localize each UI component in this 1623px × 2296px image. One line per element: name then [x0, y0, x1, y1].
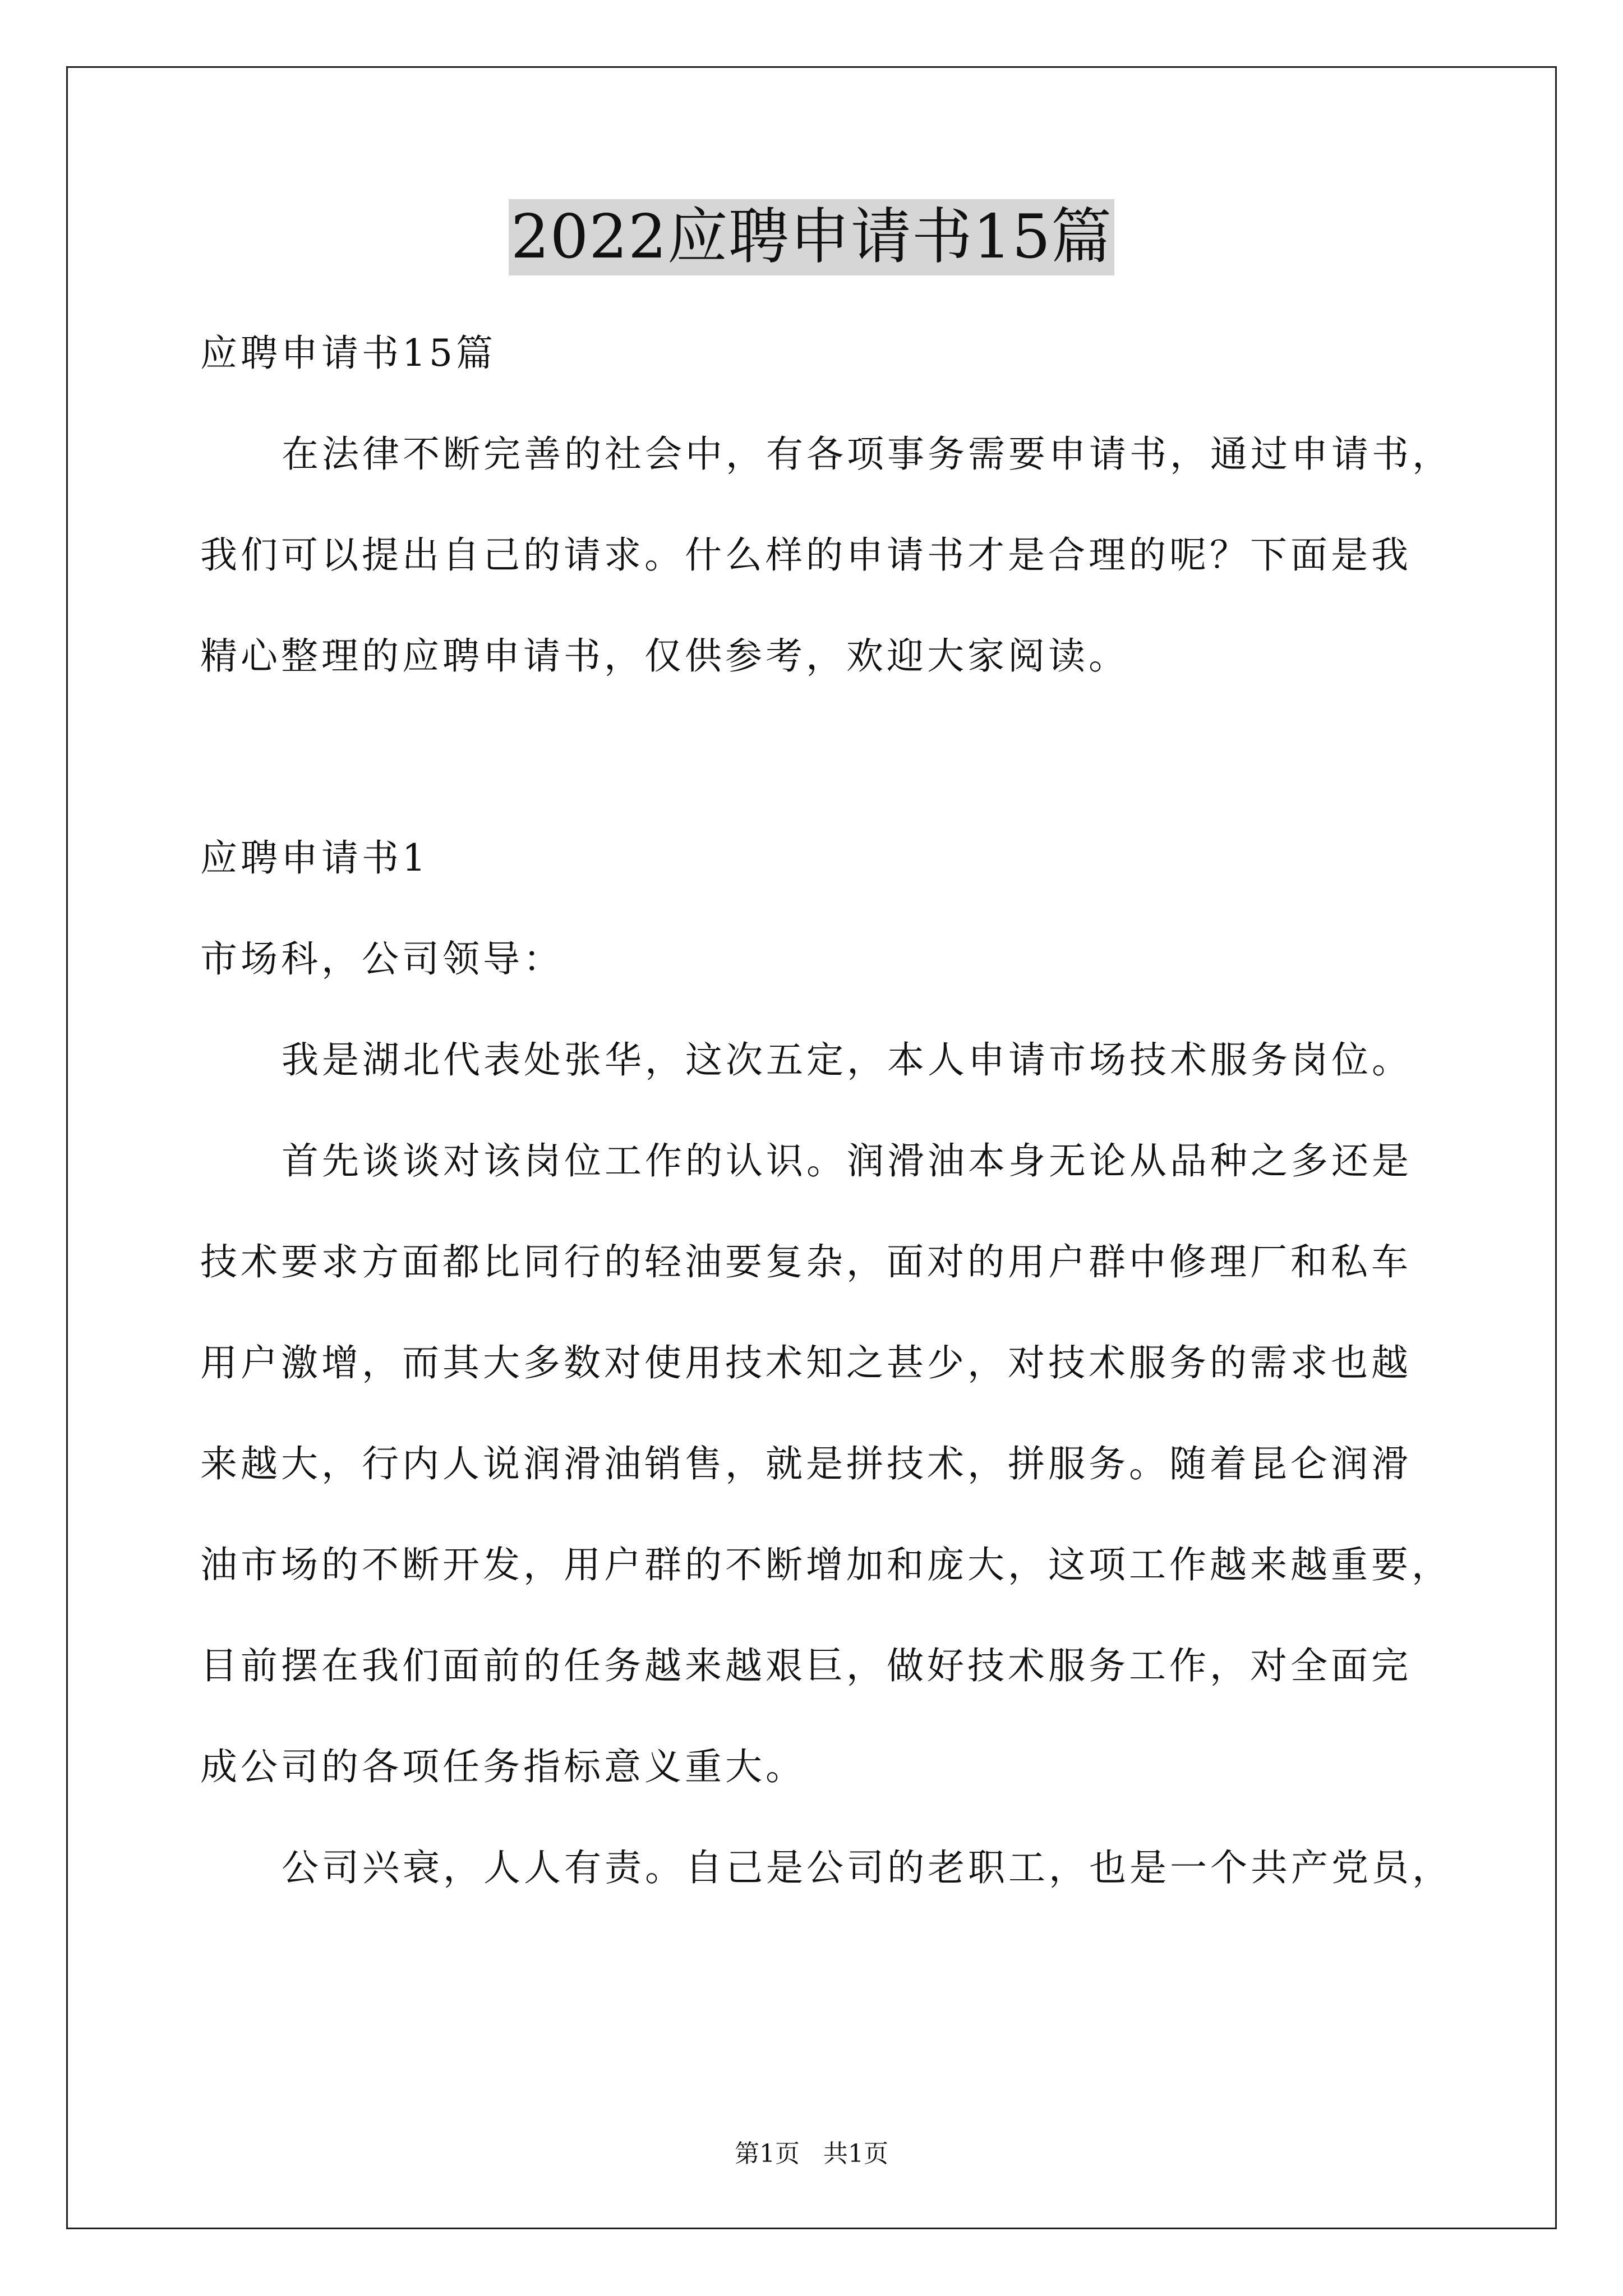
paragraph-line: 成公司的各项任务指标意义重大。	[200, 1745, 806, 1788]
page-current: 第1页	[735, 2139, 800, 2168]
document-title: 2022应聘申请书15篇	[509, 199, 1114, 275]
paragraph-line: 油市场的不断开发，用户群的不断增加和庞大，这项工作越来越重要，	[200, 1543, 1452, 1586]
paragraph-line: 公司兴衰，人人有责。自己是公司的老职工，也是一个共产党员，	[282, 1846, 1453, 1889]
document-body	[200, 303, 1453, 1918]
intro-line: 我们可以提出自己的请求。什么样的申请书才是合理的呢？下面是我	[200, 533, 1412, 577]
title-container	[0, 199, 1623, 275]
paragraph-line: 我是湖北代表处张华，这次五定，本人申请市场技术服务岗位。	[282, 1038, 1412, 1082]
page-total: 共1页	[823, 2139, 888, 2168]
paragraph-line: 首先谈谈对该岗位工作的认识。润滑油本身无论从品种之多还是	[282, 1139, 1412, 1182]
intro-line: 在法律不断完善的社会中，有各项事务需要申请书，通过申请书，	[282, 432, 1453, 476]
intro-line: 精心整理的应聘申请书，仅供参考，欢迎大家阅读。	[200, 634, 1129, 678]
page-footer	[0, 2137, 1623, 2171]
salutation: 市场科，公司领导：	[200, 937, 564, 981]
paragraph-line: 目前摆在我们面前的任务越来越艰巨，做好技术服务工作，对全面完	[200, 1644, 1412, 1687]
section-heading: 应聘申请书1	[200, 836, 429, 880]
paragraph-line: 来越大，行内人说润滑油销售，就是拼技术，拼服务。随着昆仑润滑	[200, 1442, 1412, 1485]
paragraph-line: 技术要求方面都比同行的轻油要复杂，面对的用户群中修理厂和私车	[200, 1240, 1412, 1283]
paragraph-line: 用户激增，而其大多数对使用技术知之甚少，对技术服务的需求也越	[200, 1341, 1412, 1384]
subtitle: 应聘申请书15篇	[200, 332, 496, 375]
blank-line	[200, 707, 1434, 808]
